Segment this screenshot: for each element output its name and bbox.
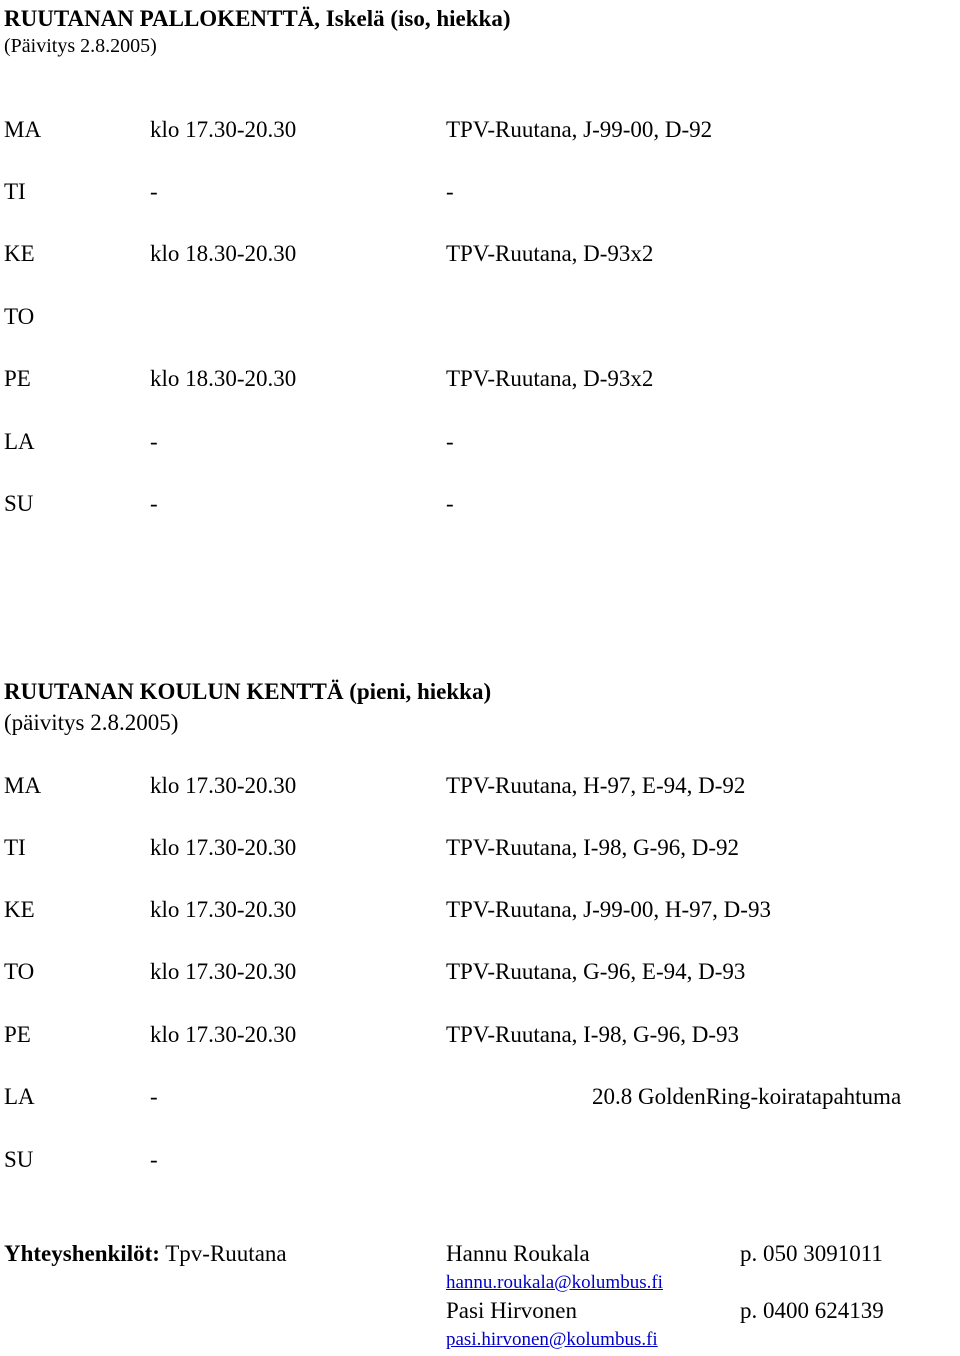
contact-email-link[interactable]: pasi.hirvonen@kolumbus.fi	[446, 1329, 658, 1350]
event-note: 20.8 GoldenRing-koiratapahtuma	[592, 1084, 902, 1109]
contact-email-link[interactable]: hannu.roukala@kolumbus.fi	[446, 1272, 663, 1293]
team-list: TPV-Ruutana, I-98, G-96, D-92	[446, 835, 740, 860]
schedule-row	[0, 179, 960, 209]
team-list: TPV-Ruutana, I-98, G-96, D-93	[446, 1022, 740, 1047]
day-label: KE	[4, 241, 35, 266]
day-label: LA	[4, 429, 35, 454]
schedule-row	[0, 366, 960, 396]
team-list: -	[446, 179, 454, 204]
contacts-organization: Tpv-Ruutana	[165, 1241, 287, 1266]
team-list: TPV-Ruutana, G-96, E-94, D-93	[446, 959, 746, 984]
time-slot: klo 17.30-20.30	[150, 959, 297, 984]
contact-phone: p. 0400 624139	[740, 1298, 884, 1323]
schedule-row	[0, 491, 960, 521]
section1-update-date: (Päivitys 2.8.2005)	[4, 35, 157, 57]
contacts-label: Yhteyshenkilöt:	[4, 1241, 160, 1266]
day-label: TO	[4, 959, 35, 984]
team-list: -	[446, 429, 454, 454]
team-list: TPV-Ruutana, J-99-00, H-97, D-93	[446, 897, 771, 922]
schedule-row	[0, 304, 960, 334]
schedule-row	[0, 835, 960, 865]
section2-update-date: (päivitys 2.8.2005)	[4, 710, 179, 735]
contact-name: Hannu Roukala	[446, 1241, 590, 1266]
time-slot: klo 18.30-20.30	[150, 366, 297, 391]
day-label: MA	[4, 773, 42, 798]
schedule-row	[0, 1084, 960, 1114]
schedule-row	[0, 117, 960, 147]
day-label: TI	[4, 835, 26, 860]
day-label: TO	[4, 304, 35, 329]
time-slot: klo 17.30-20.30	[150, 773, 297, 798]
time-slot: klo 17.30-20.30	[150, 835, 297, 860]
day-label: SU	[4, 491, 34, 516]
schedule-row	[0, 1022, 960, 1052]
time-slot: klo 17.30-20.30	[150, 897, 297, 922]
schedule-row	[0, 773, 960, 803]
schedule-row	[0, 429, 960, 459]
team-list: TPV-Ruutana, H-97, E-94, D-92	[446, 773, 746, 798]
time-slot: klo 17.30-20.30	[150, 117, 297, 142]
day-label: LA	[4, 1084, 35, 1109]
day-label: MA	[4, 117, 42, 142]
time-slot: -	[150, 179, 158, 204]
time-slot: -	[150, 1084, 158, 1109]
team-list: TPV-Ruutana, J-99-00, D-92	[446, 117, 713, 142]
team-list: TPV-Ruutana, D-93x2	[446, 366, 654, 391]
schedule-row	[0, 241, 960, 271]
time-slot: -	[150, 1147, 158, 1172]
time-slot: klo 17.30-20.30	[150, 1022, 297, 1047]
team-list: -	[446, 491, 454, 516]
contacts-heading	[4, 1241, 287, 1267]
section2-title: RUUTANAN KOULUN KENTTÄ (pieni, hiekka)	[4, 679, 492, 704]
section1-title: RUUTANAN PALLOKENTTÄ, Iskelä (iso, hiekka)	[4, 6, 511, 31]
day-label: PE	[4, 366, 31, 391]
time-slot: -	[150, 429, 158, 454]
team-list: TPV-Ruutana, D-93x2	[446, 241, 654, 266]
day-label: SU	[4, 1147, 34, 1172]
day-label: PE	[4, 1022, 31, 1047]
schedule-row	[0, 1147, 960, 1177]
contact-phone: p. 050 3091011	[740, 1241, 883, 1266]
schedule-row	[0, 897, 960, 927]
time-slot: -	[150, 491, 158, 516]
schedule-row	[0, 959, 960, 989]
day-label: TI	[4, 179, 26, 204]
contact-name: Pasi Hirvonen	[446, 1298, 577, 1323]
day-label: KE	[4, 897, 35, 922]
time-slot: klo 18.30-20.30	[150, 241, 297, 266]
